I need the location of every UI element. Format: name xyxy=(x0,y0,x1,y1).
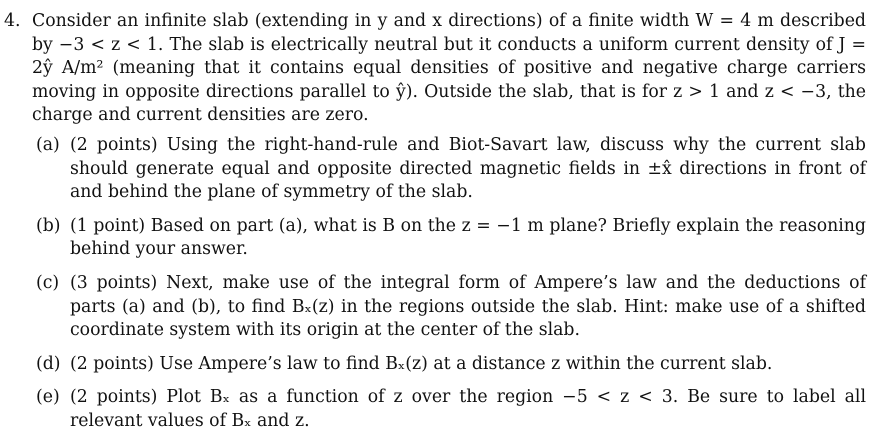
part-label: (d) xyxy=(36,353,61,374)
part-label: (e) xyxy=(36,387,60,408)
problem-part-e xyxy=(36,386,866,433)
problem-statement: Consider an infinite slab (extending in y and x directions) of a finite width W = 4 m described by −3 < z < 1. The slab is electrically neutral but it conducts a uniform current density of J = 2ŷ A/m² (meaning that it contains equal densities of positive and negative charge carriers moving in opposite directions parallel to ŷ). Outside the slab, that is for z > 1 and z < −3, the charge and current densities are zero. xyxy=(32,11,866,126)
problem-part-c xyxy=(36,272,866,343)
part-label: (b) xyxy=(36,215,61,236)
problem-part-b xyxy=(36,215,866,262)
problem-4 xyxy=(4,10,866,444)
part-text: (1 point) Based on part (a), what is B on the z = −1 m plane? Briefly explain the reasoning behind your answer. xyxy=(70,215,866,260)
problem-part-a xyxy=(36,134,866,205)
problem-intro xyxy=(4,10,866,128)
part-text: (3 points) Next, make use of the integral form of Ampere’s law and the deductions of parts (a) and (b), to find Bₓ(z) in the regions outside the slab. Hint: make use of a shifted coordinate system with its origin at the center of the slab. xyxy=(70,272,866,341)
part-text: (2 points) Use Ampere’s law to find Bₓ(z) at a distance z within the current slab. xyxy=(70,353,773,374)
problem-number: 4. xyxy=(4,11,21,31)
part-label: (c) xyxy=(36,272,60,293)
part-text: (2 points) Plot Bₓ as a function of z over the region −5 < z < 3. Be sure to label all relevant values of Bₓ and z. xyxy=(70,387,866,431)
part-label: (a) xyxy=(36,134,60,155)
problem-parts-list xyxy=(36,134,866,434)
part-text: (2 points) Using the right-hand-rule and Biot-Savart law, discuss why the current slab should generate equal and opposite directed magnetic fields in ±x̂ directions in front of and behind the plane of symmetry of the slab. xyxy=(70,134,866,203)
problem-part-d xyxy=(36,353,866,377)
